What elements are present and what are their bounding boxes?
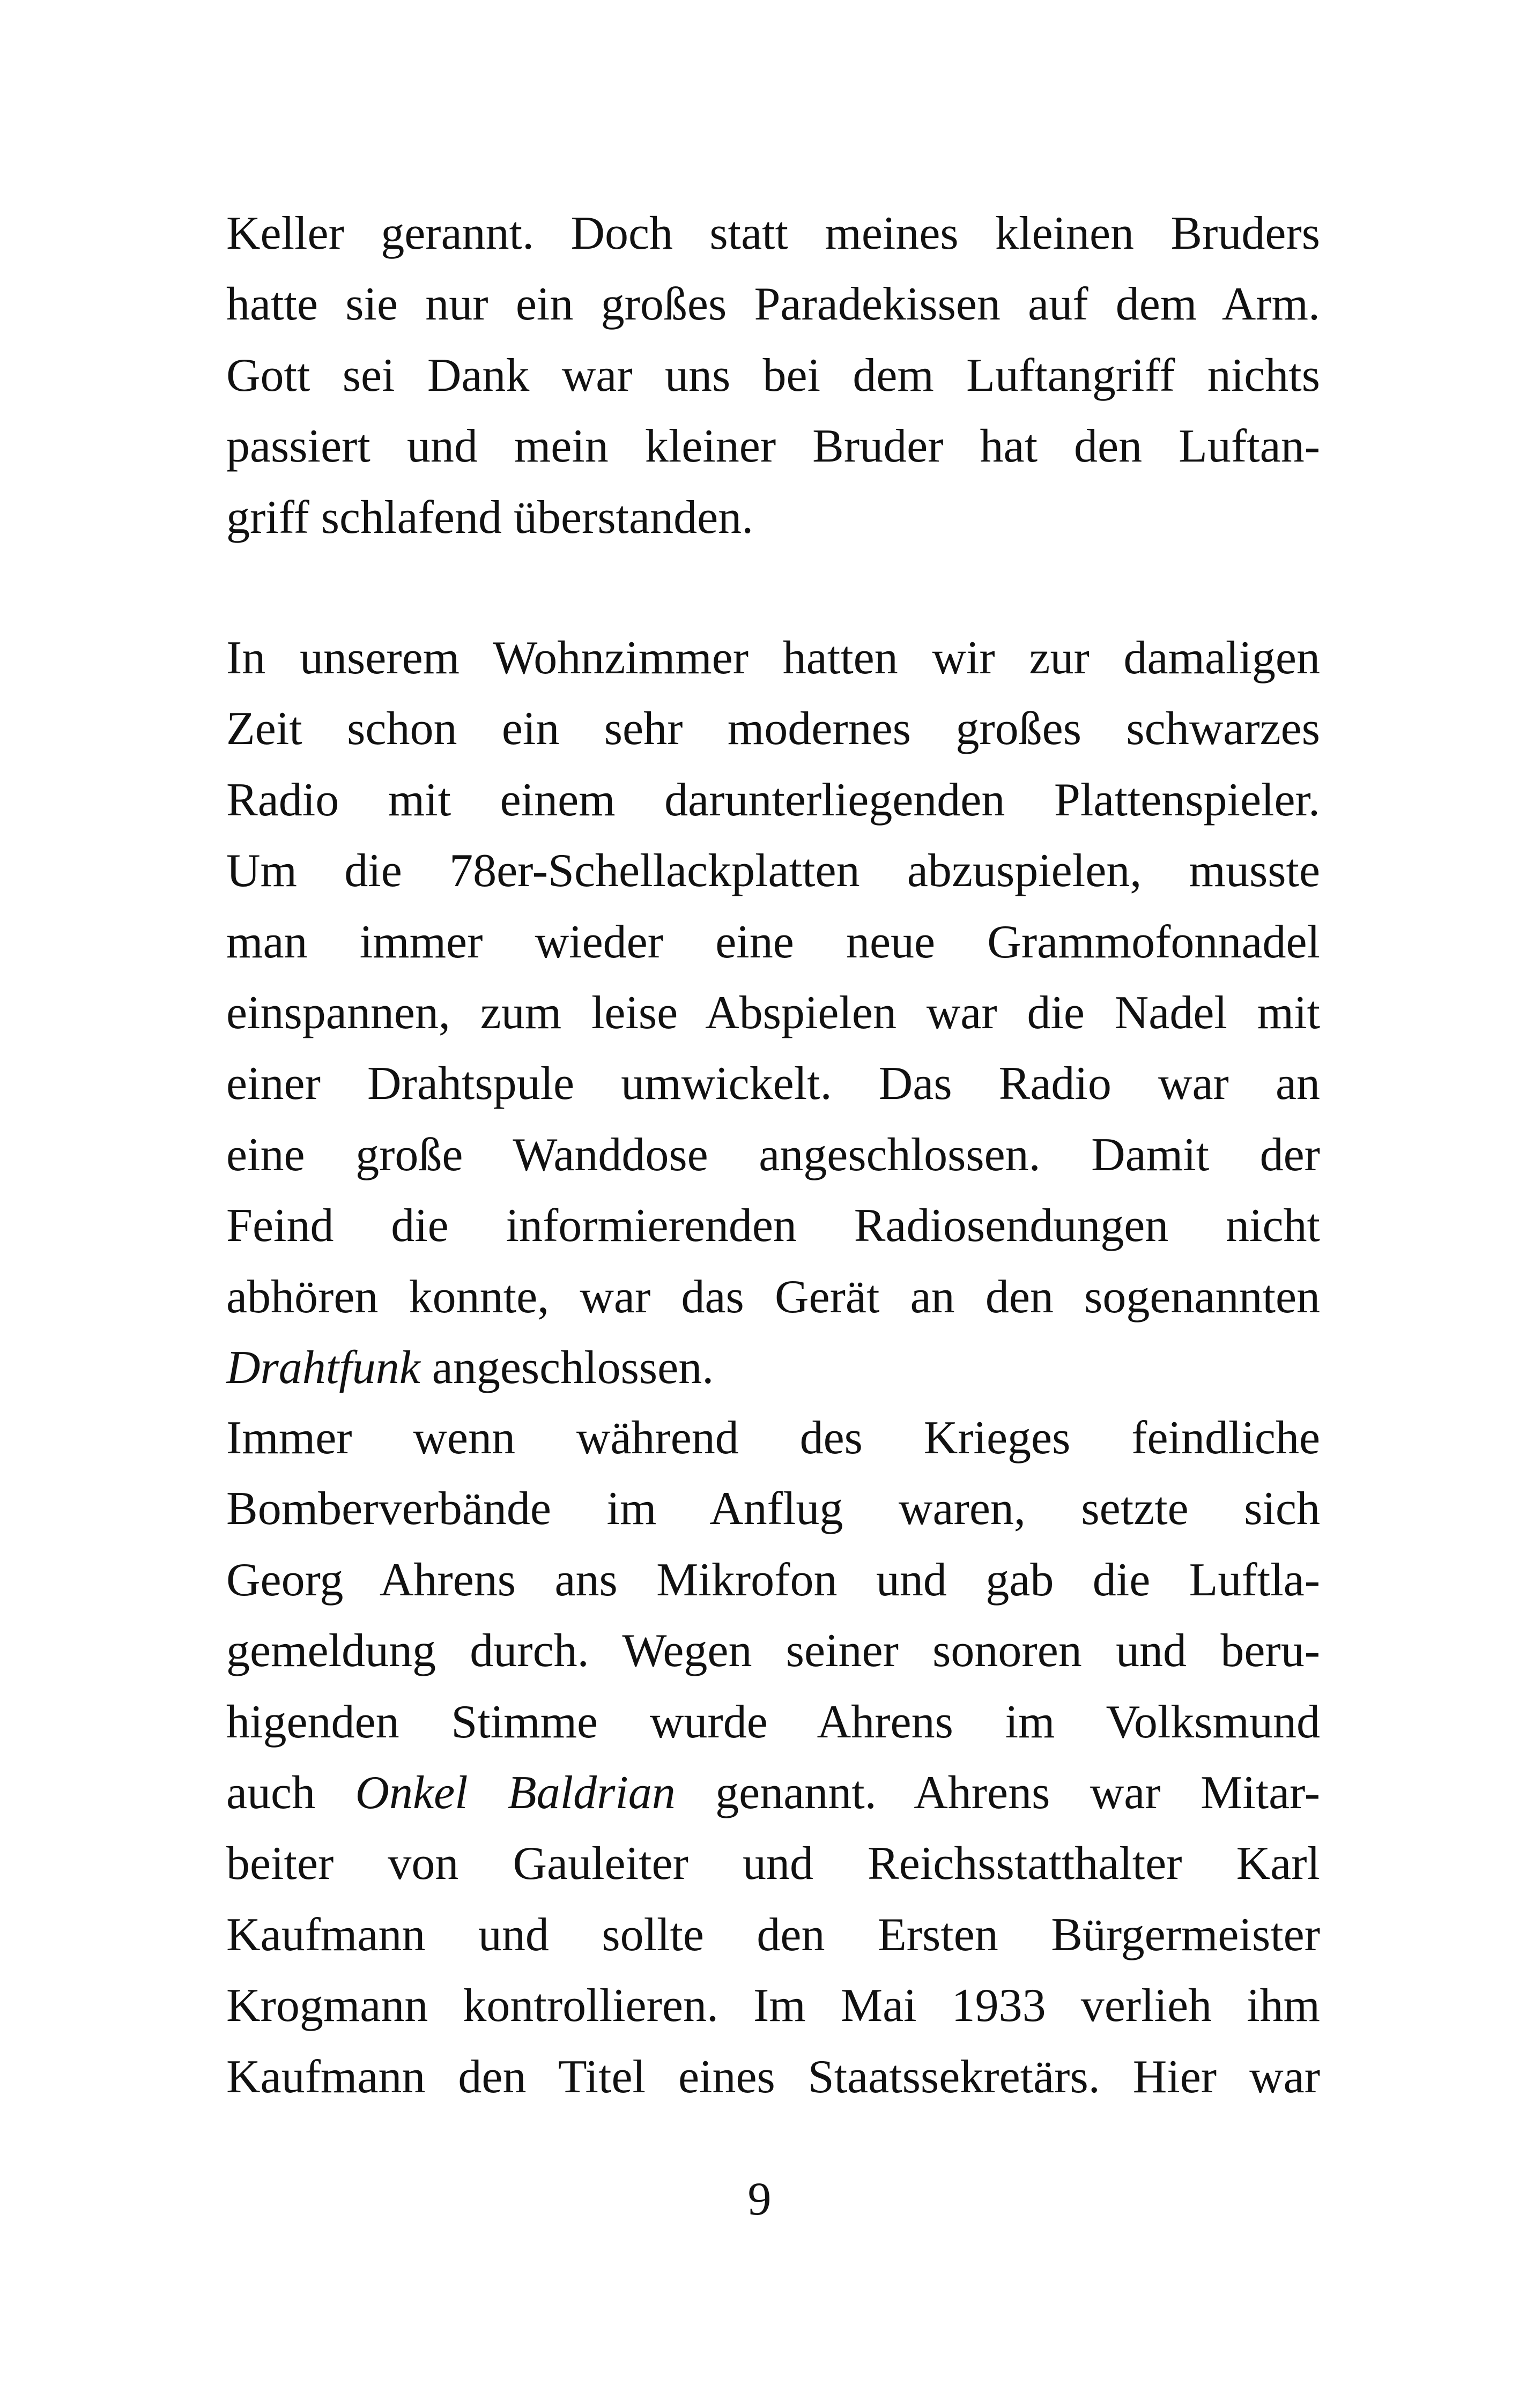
text-line: Um die 78er-Schellackplatten abzuspielen, musste: [226, 845, 1320, 897]
text-line: In unserem Wohnzimmer hatten wir zur damaligen: [226, 632, 1320, 684]
text-line: eine große Wanddose angeschlossen. Damit der: [226, 1128, 1320, 1181]
text-fragment: genannt. Ahrens war Mitar-: [675, 1766, 1320, 1819]
text-line: hatte sie nur ein großes Paradekissen auf dem Arm.: [226, 278, 1320, 331]
italic-term: Onkel Baldrian: [355, 1766, 676, 1819]
text-line-with-italic: [226, 1758, 1320, 1829]
text-line: Gott sei Dank war uns bei dem Luftangriff nichts: [226, 349, 1320, 402]
text-line: Georg Ahrens ans Mikrofon und gab die Luftla-: [226, 1554, 1320, 1606]
italic-term: Drahtfunk: [226, 1341, 420, 1394]
text-line: Radio mit einem darunterliegenden Plattenspieler.: [226, 774, 1320, 826]
text-line: Kaufmann den Titel eines Staatssekretärs. Hier war: [226, 2050, 1320, 2103]
text-line-with-italic: [226, 1333, 1320, 1403]
text-line: Zeit schon ein sehr modernes großes schwarzes: [226, 703, 1320, 755]
text-line: einer Drahtspule umwickelt. Das Radio war an: [226, 1058, 1320, 1110]
text-line: Kaufmann und sollte den Ersten Bürgermeister: [226, 1908, 1320, 1961]
paragraph-3: [226, 1403, 1320, 2113]
text-line: Keller gerannt. Doch statt meines kleinen Bruders: [226, 207, 1320, 259]
text-line: abhören konnte, war das Gerät an den sogenannten: [226, 1270, 1320, 1323]
page-number: 9: [747, 2173, 772, 2225]
text-line: griff schlafend überstanden.: [226, 491, 754, 544]
text-fragment: auch: [226, 1766, 355, 1819]
text-line: Immer wenn während des Krieges feindliche: [226, 1412, 1320, 1464]
text-line: beiter von Gauleiter und Reichsstatthalter Karl: [226, 1838, 1320, 1890]
text-line: einspannen, zum leise Abspielen war die Nadel mit: [226, 986, 1320, 1039]
text-line: Feind die informierenden Radiosendungen nicht: [226, 1200, 1320, 1252]
text-line: Krogmann kontrollieren. Im Mai 1933 verlieh ihm: [226, 1980, 1320, 2032]
text-line: man immer wieder eine neue Grammofonnadel: [226, 916, 1320, 968]
text-line: higenden Stimme wurde Ahrens im Volksmund: [226, 1696, 1320, 1748]
text-line: passiert und mein kleiner Bruder hat den Luftan-: [226, 420, 1320, 473]
paragraph-1: [226, 198, 1320, 553]
text-line: gemeldung durch. Wegen seiner sonoren und beru-: [226, 1625, 1320, 1677]
text-line: Bomberverbände im Anflug waren, setzte sich: [226, 1483, 1320, 1535]
text-fragment: angeschlossen.: [420, 1341, 714, 1394]
paragraph-2: [226, 623, 1320, 1403]
